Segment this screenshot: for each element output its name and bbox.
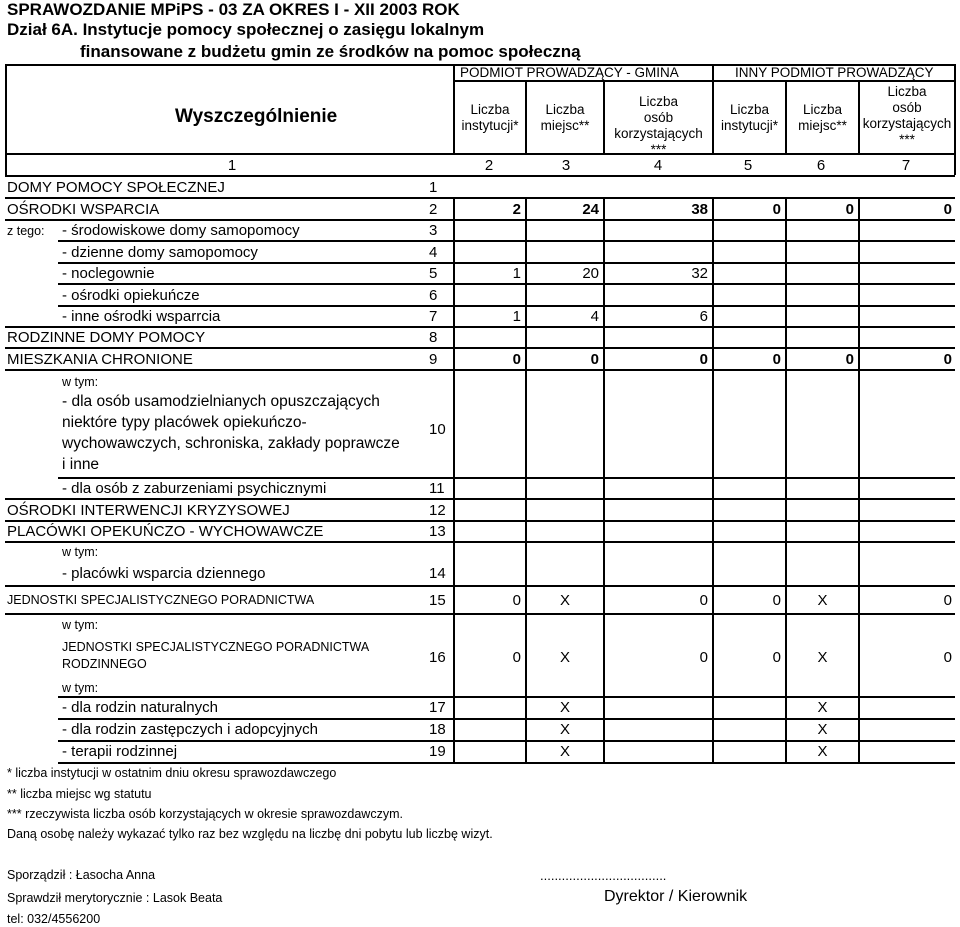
row-label-line: niektóre typy placówek opiekuńczo- (62, 414, 307, 431)
table-cell: X (559, 721, 570, 738)
w-tym-label: w tym: (62, 618, 99, 632)
row-label-line: - dla osób usamodzielnianych opuszczających (62, 393, 380, 410)
row-label: PLACÓWKI OPEKUŃCZO - WYCHOWAWCZE (7, 523, 324, 540)
row-number: 8 (429, 329, 438, 346)
row-label: JEDNOSTKI SPECJALISTYCZNEGO PORADNICTWA (7, 593, 315, 607)
row-number: 5 (429, 265, 438, 282)
col-header-4: Liczba osób korzystających *** (614, 94, 703, 157)
row-label: RODZINNE DOMY POMOCY (7, 329, 206, 346)
row-number: 17 (429, 699, 446, 716)
row-number: 4 (429, 244, 438, 261)
table-cell: X (559, 743, 570, 760)
table-cell: 0 (943, 351, 952, 368)
row-label-line: RODZINNEGO (62, 657, 147, 671)
table-cell: 0 (699, 649, 708, 666)
table-cell: 4 (590, 308, 599, 325)
table-cell: X (559, 649, 570, 666)
table-cell: 38 (691, 201, 708, 218)
footnote: * liczba instytucji w ostatnim dniu okresu sprawozdawczego (7, 766, 337, 780)
table-cell: 0 (512, 351, 521, 368)
group-inny-header: INNY PODMIOT PROWADZĄCY (735, 65, 934, 80)
row-label: - placówki wsparcia dziennego (62, 565, 266, 582)
phone: tel: 032/4556200 (7, 912, 101, 926)
row-label: - dla rodzin zastępczych i adopcyjnych (62, 721, 318, 738)
row-number: 7 (429, 308, 438, 325)
row-label: - środowiskowe domy samopomocy (62, 222, 300, 239)
row-number: 13 (429, 523, 446, 540)
col-header-6: Liczba miejsc** (798, 102, 847, 133)
table-cell: 0 (943, 592, 952, 609)
row-label: - terapii rodzinnej (62, 743, 178, 760)
table-cell: X (559, 592, 570, 609)
table-cell: X (817, 699, 828, 716)
footnote: Daną osobę należy wykazać tylko raz bez względu na liczbę dni pobytu lub liczbę wizyt. (7, 827, 493, 841)
col-number-4: 4 (653, 157, 663, 174)
table-cell: 0 (772, 649, 781, 666)
table-cell: 1 (512, 265, 521, 282)
row-label-line: JEDNOSTKI SPECJALISTYCZNEGO PORADNICTWA (62, 640, 370, 654)
col-number-1: 1 (227, 157, 237, 174)
table-cell: X (817, 743, 828, 760)
group-gmina-header: PODMIOT PROWADZĄCY - GMINA (460, 65, 679, 80)
table-cell: X (817, 649, 828, 666)
row-label: - dzienne domy samopomocy (62, 244, 258, 261)
table-cell: 0 (845, 351, 854, 368)
row-number: 9 (429, 351, 438, 368)
table-cell: 0 (943, 201, 952, 218)
col-number-5: 5 (743, 157, 753, 174)
table-cell: 0 (699, 351, 708, 368)
row-label: MIESZKANIA CHRONIONE (7, 351, 193, 368)
row-number: 12 (429, 502, 446, 519)
row-number: 14 (429, 565, 446, 582)
table-cell: 0 (512, 649, 521, 666)
table-cell: 0 (772, 351, 781, 368)
row-number: 6 (429, 287, 438, 304)
table-cell: X (559, 699, 570, 716)
checked-by: Sprawdził merytorycznie : Lasok Beata (7, 891, 223, 905)
report-title: SPRAWOZDANIE MPiPS - 03 ZA OKRES I - XII 2003 ROK (7, 0, 460, 19)
w-tym-label: w tym: (62, 375, 99, 389)
section-title: Dział 6A. Instytucje pomocy społecznej o zasięgu lokalnym (7, 20, 485, 39)
col-header-7: Liczba osób korzystających *** (862, 84, 952, 147)
row-label: - noclegownie (62, 265, 155, 282)
row-label-line: i inne (62, 456, 100, 473)
table-cell: 0 (699, 592, 708, 609)
table-cell: 2 (512, 201, 521, 218)
col-header-2: Liczba instytucji* (461, 102, 519, 133)
row-label-line: wychowawczych, schroniska, zakłady poprawcze (62, 435, 400, 452)
w-tym-label: w tym: (62, 681, 99, 695)
row-label: OŚRODKI INTERWENCJI KRYZYSOWEJ (7, 502, 290, 519)
table-cell: 6 (699, 308, 708, 325)
col-number-3: 3 (561, 157, 571, 174)
row-number: 19 (429, 743, 446, 760)
signature-dots: ................................... (540, 868, 667, 883)
col-header-3: Liczba miejsc** (540, 102, 590, 133)
row-number: 2 (429, 201, 438, 218)
table-cell: 1 (512, 308, 521, 325)
col-header-5: Liczba instytucji* (720, 102, 779, 133)
table-cell: 0 (590, 351, 599, 368)
footnote: ** liczba miejsc wg statutu (7, 787, 152, 801)
table-cell: 0 (772, 592, 781, 609)
footnote: *** rzeczywista liczba osób korzystających w okresie sprawozdawczym. (7, 807, 403, 821)
z-tego-label: z tego: (7, 224, 45, 238)
row-label: - inne ośrodki wsparrcia (62, 308, 221, 325)
row-label: - dla rodzin naturalnych (62, 699, 218, 716)
col-number-7: 7 (901, 157, 911, 174)
row-label: DOMY POMOCY SPOŁECZNEJ (7, 179, 225, 196)
table-cell: 24 (582, 201, 599, 218)
row-number: 10 (429, 421, 446, 438)
w-tym-label: w tym: (62, 545, 99, 559)
table-cell: 0 (845, 201, 854, 218)
spec-header: Wyszczególnienie (175, 106, 338, 127)
row-number: 15 (429, 592, 446, 609)
table-cell: X (817, 721, 828, 738)
row-label: OŚRODKI WSPARCIA (7, 201, 160, 218)
table-cell: X (817, 592, 828, 609)
table-cell: 0 (943, 649, 952, 666)
table-cell: 20 (582, 265, 599, 282)
row-label: - ośrodki opiekuńcze (62, 287, 200, 304)
row-label: - dla osób z zaburzeniami psychicznymi (62, 480, 327, 497)
row-number: 1 (429, 179, 438, 196)
col-number-2: 2 (484, 157, 494, 174)
row-number: 3 (429, 222, 438, 239)
table-cell: 32 (691, 265, 708, 282)
prepared-by: Sporządził : Łasocha Anna (7, 868, 156, 882)
table-cell: 0 (772, 201, 781, 218)
row-number: 11 (429, 480, 445, 497)
director-label: Dyrektor / Kierownik (604, 888, 748, 905)
row-number: 16 (429, 649, 446, 666)
table-cell: 0 (512, 592, 521, 609)
section-subtitle: finansowane z budżetu gmin ze środków na pomoc społeczną (80, 42, 581, 61)
row-number: 18 (429, 721, 446, 738)
col-number-6: 6 (816, 157, 826, 174)
